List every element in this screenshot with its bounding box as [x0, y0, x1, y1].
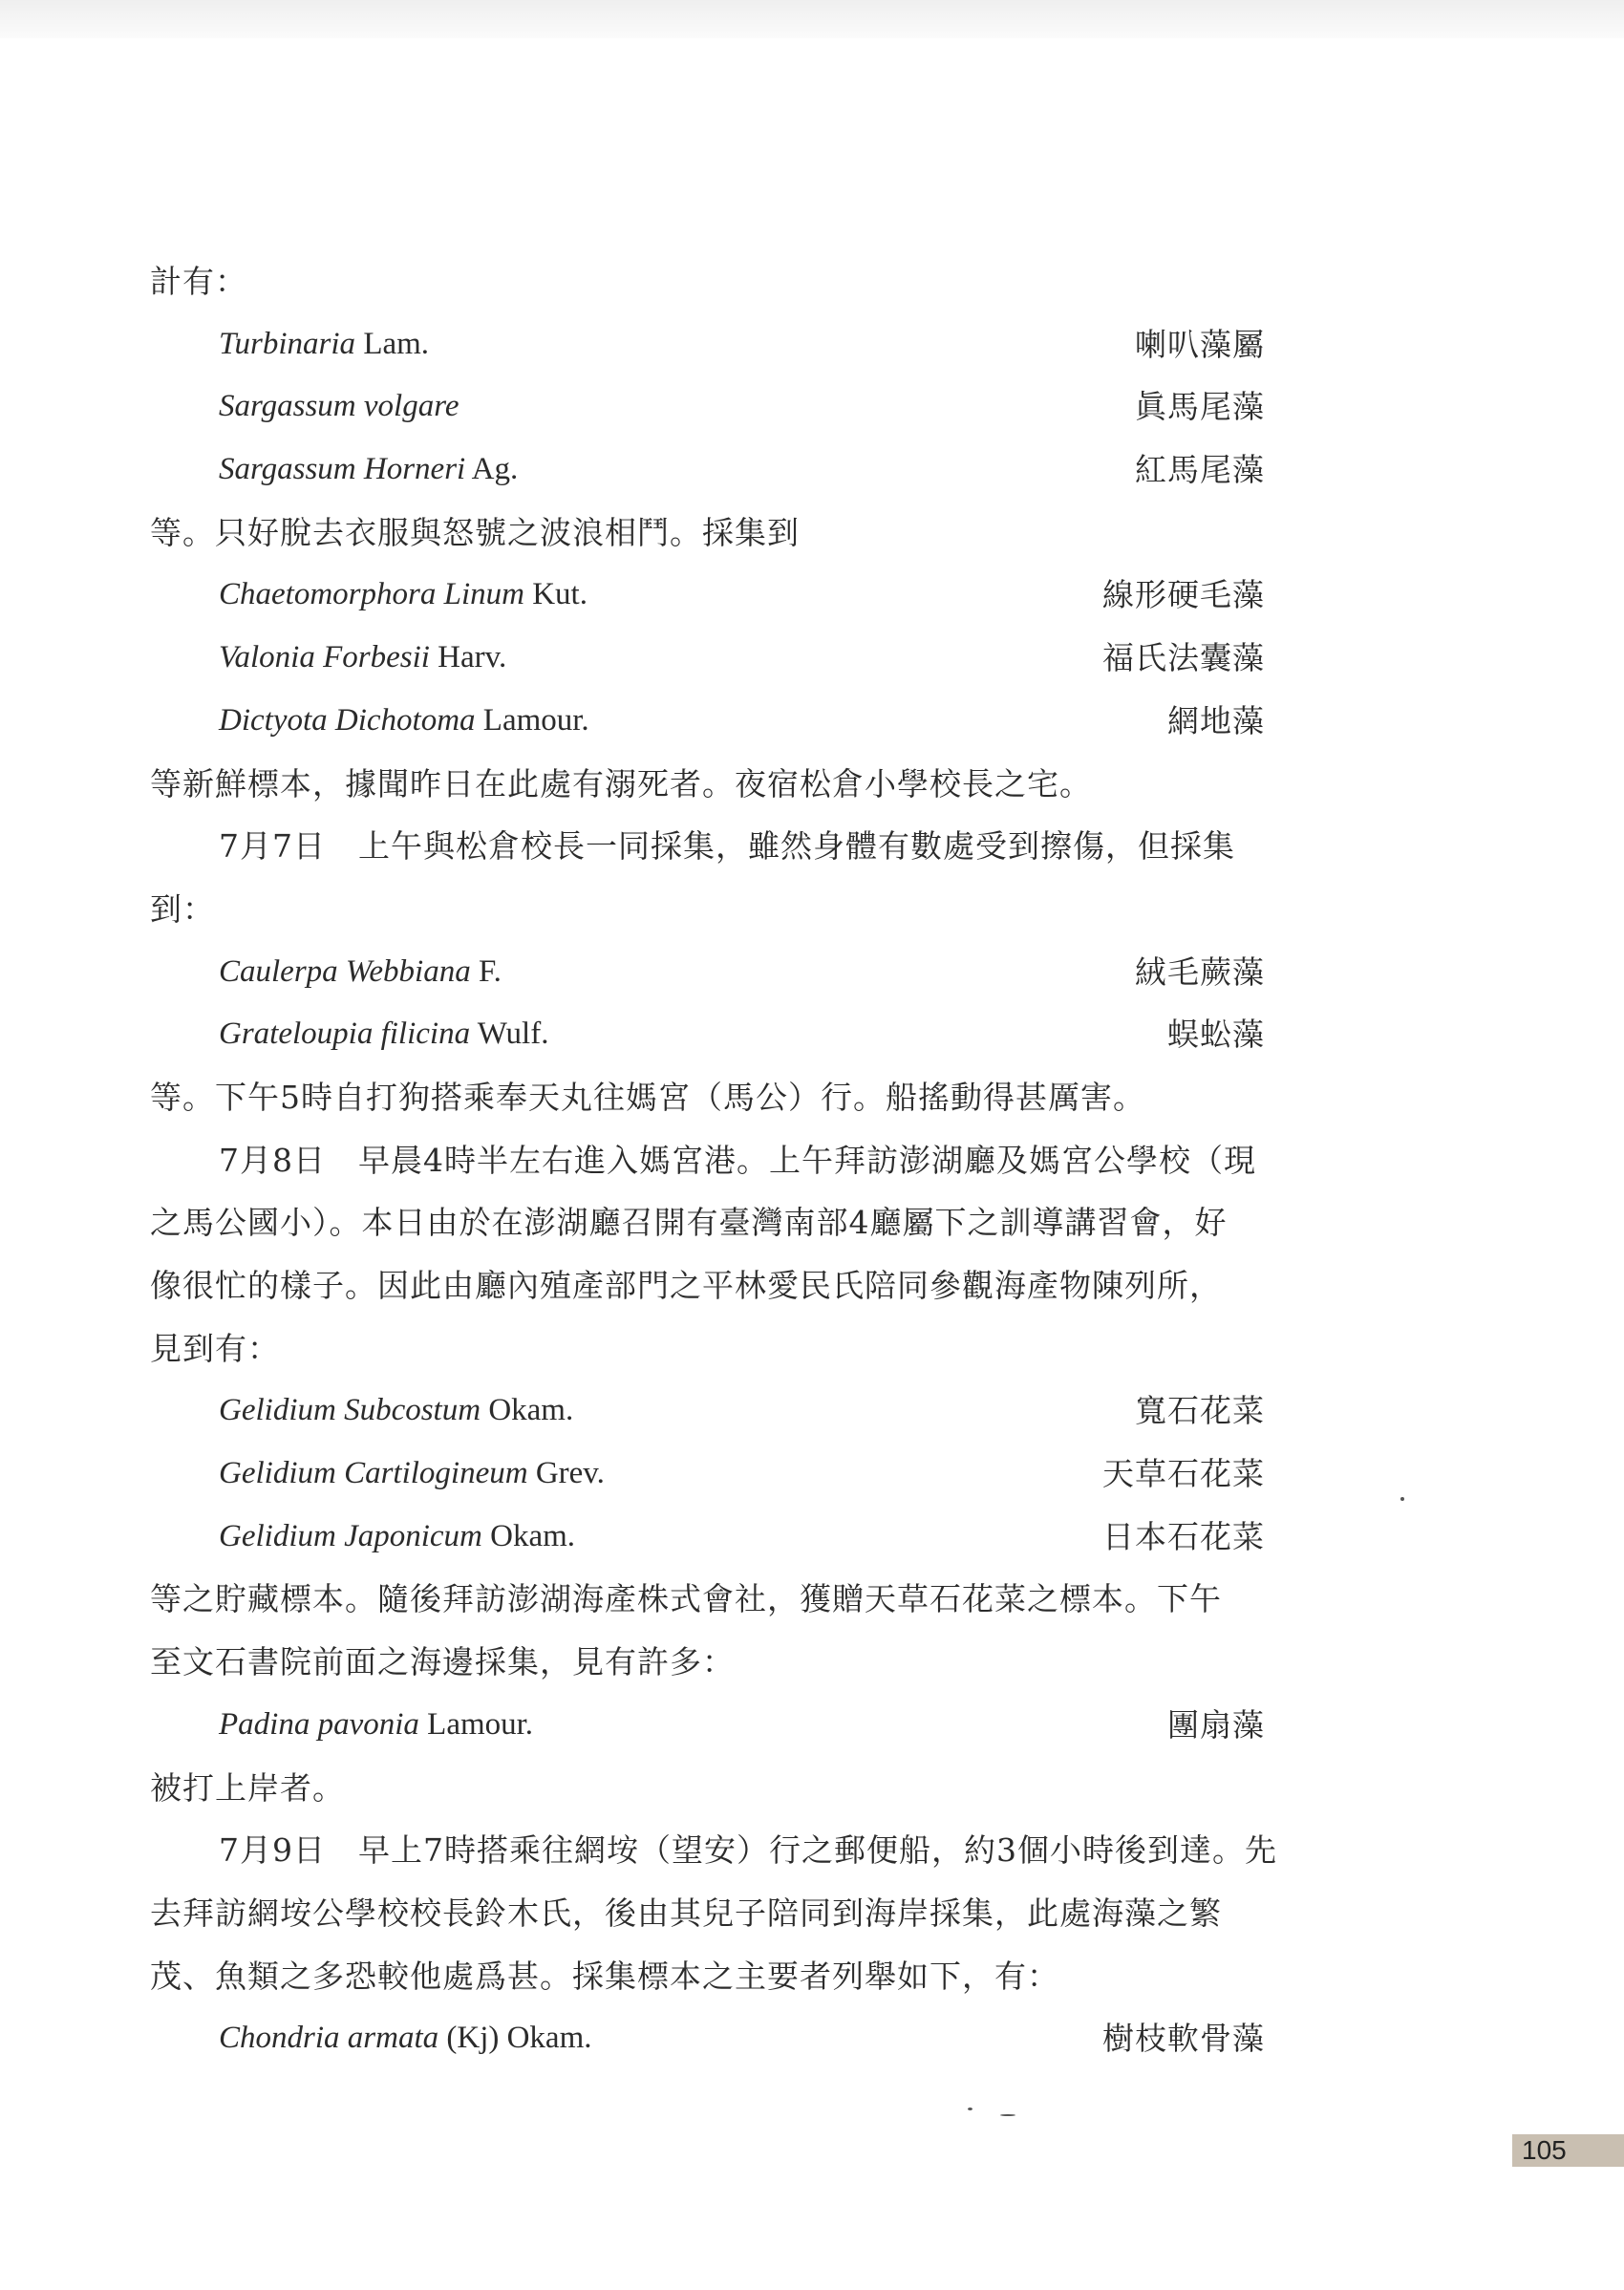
chinese-name: 網地藻 [1167, 701, 1265, 739]
chinese-name: 樹枝軟骨藻 [1102, 2020, 1265, 2058]
scientific-name-italic: Grateloupia filicina [219, 1017, 471, 1052]
chinese-name: 紅馬尾藻 [1135, 451, 1265, 489]
species-row [150, 1506, 1354, 1569]
scientific-name [219, 1443, 605, 1506]
species-row [150, 313, 1354, 376]
chinese-name: 日本石花菜 [1102, 1517, 1265, 1555]
scientific-name-author: Okam. [481, 1393, 574, 1428]
chinese-name: 天草石花菜 [1102, 1455, 1265, 1493]
scan-top-band [0, 0, 1624, 38]
text-line: 之馬公國小）。本日由於在澎湖廳召開有臺灣南部4廳屬下之訓導講習會，好 [150, 1204, 1228, 1242]
chinese-name: 線形硬毛藻 [1102, 576, 1265, 614]
text-line: 被打上岸者。 [150, 1768, 345, 1807]
text-line: 等。下午5時自打狗搭乘奉天丸往媽宮（馬公）行。船搖動得甚厲害。 [150, 1078, 1145, 1116]
scientific-name-author: Kut. [524, 577, 588, 612]
text-line: 到： [150, 889, 215, 928]
species-row [150, 1003, 1354, 1066]
scientific-name-italic: Sargassum volgare [219, 389, 459, 424]
chinese-name: 喇叭藻屬 [1135, 325, 1265, 363]
scientific-name [219, 690, 589, 753]
scientific-name-author: Lam. [355, 326, 430, 361]
species-row [150, 375, 1354, 439]
species-row [150, 1380, 1354, 1443]
chinese-name: 蜈蚣藻 [1167, 1016, 1265, 1054]
species-row [150, 1694, 1354, 1757]
scientific-name [219, 313, 429, 376]
scan-speck [968, 2108, 972, 2110]
scientific-name-author: F. [470, 953, 502, 989]
scientific-name-author: (Kj) Okam. [438, 2021, 592, 2056]
scientific-name-italic: Gelidium Cartilogineum [219, 1456, 528, 1491]
scientific-name [219, 2007, 592, 2070]
scientific-name-author: Lamour. [475, 702, 589, 738]
species-row [150, 1443, 1354, 1506]
chinese-name: 福氏法囊藻 [1102, 639, 1265, 677]
text-line: 計有： [150, 263, 247, 300]
text-line: 茂、魚類之多恐較他處爲甚。採集標本之主要者列舉如下，有： [150, 1957, 1059, 1995]
paragraph-start-line: 7月9日 早上7時搭乘往網垵（望安）行之郵便船，約3個小時後到達。先 [219, 1831, 1277, 1870]
scientific-name-italic: Gelidium Japonicum [219, 1518, 482, 1553]
scientific-name-author: Ag. [465, 452, 519, 487]
scientific-name [219, 627, 506, 690]
scientific-name [219, 941, 502, 1004]
text-line: 去拜訪網垵公學校校長鈴木氏，後由其兒子陪同到海岸採集，此處海藻之繁 [150, 1894, 1222, 1932]
chinese-name: 眞馬尾藻 [1135, 388, 1265, 426]
chinese-name: 團扇藻 [1167, 1705, 1265, 1744]
scientific-name [219, 439, 518, 502]
chinese-name: 寬石花菜 [1135, 1392, 1265, 1430]
text-line: 至文石書院前面之海邊採集，見有許多： [150, 1643, 735, 1681]
scan-speck [1000, 2114, 1015, 2116]
species-row [150, 627, 1354, 690]
body-text [150, 250, 1354, 2070]
text-line: 等。只好脫去衣服與怒號之波浪相鬥。採集到 [150, 513, 800, 551]
scientific-name-italic: Chondria armata [219, 2021, 439, 2056]
text-line: 等新鮮標本，據聞昨日在此處有溺死者。夜宿松倉小學校長之宅。 [150, 764, 1092, 803]
scientific-name-author: Harv. [429, 640, 507, 675]
page-number: 105 [1512, 2134, 1624, 2167]
scientific-name [219, 1506, 575, 1569]
chinese-name: 絨毛蕨藻 [1135, 952, 1265, 991]
paragraph-start-line: 7月7日 上午與松倉校長一同採集，雖然身體有數處受到擦傷，但採集 [219, 827, 1235, 866]
text-line: 等之貯藏標本。隨後拜訪澎湖海產株式會社，獲贈天草石花菜之標本。下午 [150, 1580, 1222, 1618]
species-row [150, 941, 1354, 1004]
species-row [150, 690, 1354, 753]
scientific-name-italic: Gelidium Subcostum [219, 1393, 481, 1428]
scientific-name [219, 1003, 548, 1066]
scientific-name-italic: Caulerpa Webbiana [219, 953, 471, 989]
scientific-name [219, 564, 588, 627]
scientific-name-italic: Valonia Forbesii [219, 640, 430, 675]
species-row [150, 439, 1354, 502]
text-line: 見到有： [150, 1329, 280, 1367]
scientific-name-author: Wulf. [470, 1017, 549, 1052]
species-row [150, 564, 1354, 627]
scientific-name-italic: Turbinaria [219, 326, 356, 361]
scientific-name-author: Grev. [527, 1456, 605, 1491]
scientific-name-italic: Chaetomorphora Linum [219, 577, 524, 612]
scientific-name-italic: Dictyota Dichotoma [219, 702, 476, 738]
scientific-name [219, 1694, 533, 1757]
text-line: 像很忙的樣子。因此由廳內殖產部門之平林愛民氏陪同參觀海產物陳列所， [150, 1267, 1222, 1304]
scientific-name [219, 1380, 573, 1443]
scientific-name-author: Okam. [481, 1518, 576, 1553]
scientific-name [219, 375, 459, 439]
species-row [150, 2007, 1354, 2070]
scientific-name-italic: Padina pavonia [219, 1706, 419, 1742]
scientific-name-italic: Sargassum Horneri [219, 452, 466, 487]
paragraph-start-line: 7月8日 早晨4時半左右進入媽宮港。上午拜訪澎湖廳及媽宮公學校（現 [219, 1141, 1256, 1179]
scientific-name-author: Lamour. [418, 1706, 534, 1742]
scan-speck [1400, 1497, 1404, 1501]
